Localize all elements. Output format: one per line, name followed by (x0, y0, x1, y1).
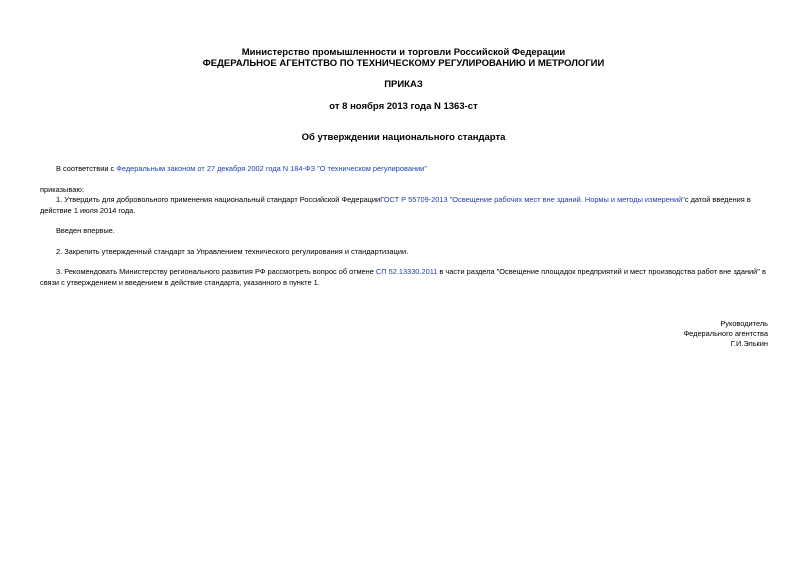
document-type: ПРИКАЗ (384, 79, 423, 90)
federal-law-link[interactable]: Федеральным законом от 27 декабря 2002 года N 184-ФЗ "О техническом регулировании" (116, 164, 427, 173)
intro-prefix: В соответствии с (56, 164, 117, 173)
item-1-suffix: с датой введения в действие 1 июля 2014 года. (40, 195, 751, 215)
gost-link[interactable]: ГОСТ Р 55709-2013 "Освещение рабочих мест вне зданий. Нормы и методы измерений" (380, 195, 685, 204)
signature-title: Руководитель (720, 319, 768, 328)
item-1-prefix: 1. Утвердить для добровольного применения национальный стандарт Российской Федерации (56, 195, 381, 204)
introduced-note: Введен впервые. (56, 226, 115, 235)
item-2-paragraph: 2. Закрепить утвержденный стандарт за Управлением технического регулирования и стандартизации. (56, 247, 409, 256)
agency-name: ФЕДЕРАЛЬНОЕ АГЕНТСТВО ПО ТЕХНИЧЕСКОМУ РЕГУЛИРОВАНИЮ И МЕТРОЛОГИИ (202, 58, 605, 69)
item-3-prefix: 3. Рекомендовать Министерству регионального развития РФ рассмотреть вопрос об отмене (56, 267, 376, 276)
signature-agency: Федерального агентства (683, 329, 768, 338)
order-word: приказываю: (40, 185, 84, 194)
intro-paragraph (56, 163, 427, 174)
item-3-suffix: в части раздела "Освещение площадок предприятий и мест производства работ вне зданий" в связи с утверждением и введением в действие стандарта, указанного в пункте 1. (40, 267, 766, 287)
item-1-paragraph (40, 194, 768, 216)
ministry-name: Министерство промышленности и торговли Российской Федерации (241, 47, 566, 58)
document-subject: Об утверждении национального стандарта (301, 132, 506, 143)
document-date-number: от 8 ноября 2013 года N 1363-ст (329, 101, 478, 112)
sp-link[interactable]: СП 52.13330.2011 (375, 267, 438, 276)
signature-name: Г.И.Элькин (730, 339, 768, 348)
item-3-paragraph (40, 266, 768, 288)
